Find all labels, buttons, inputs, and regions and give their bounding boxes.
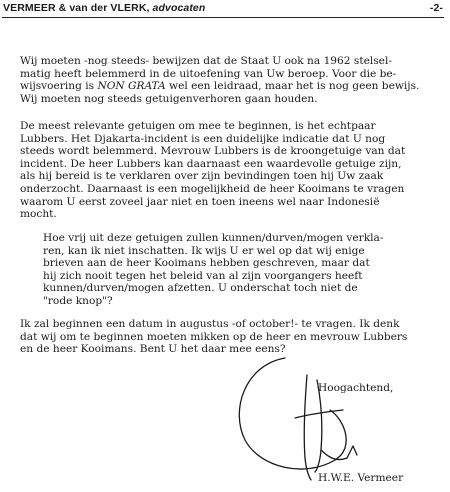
firm-name-text: VERMEER & van der VLERK, — [3, 2, 150, 14]
paragraph-line: mocht. — [20, 208, 57, 221]
paragraph-line: hij zich nooit tegen het beleid van al zijn voorgangers heeft — [43, 269, 363, 282]
paragraph-line: Hoe vrij uit deze getuigen zullen kunnen/durven/mogen verkla- — [43, 232, 384, 244]
firm-suffix: advocaten — [152, 2, 206, 14]
letterhead — [3, 2, 443, 16]
paragraph-line: incident. De heer Lubbers kan daarnaast een waardevolle getuige zijn, — [20, 157, 402, 170]
paragraph-line: en de heer Kooimans. Bent U het daar mee eens? — [20, 343, 286, 356]
paragraph-line: steeds wordt belemmerd. Mevrouw Lubbers is de kroongetuige van dat — [20, 145, 406, 158]
paragraph-line: waarom U eerst zoveel jaar niet en toen ineens wel naar Indonesië — [20, 195, 380, 208]
header-divider — [2, 17, 444, 18]
paragraph-line: De meest relevante getuigen om mee te beginnen, is het echtpaar — [20, 120, 376, 132]
handwritten-signature — [225, 340, 415, 485]
paragraph-line: Ik zal beginnen een datum in augustus -of october!- te vragen. Ik denk — [20, 318, 400, 330]
paragraph-line: kunnen/durven/mogen afzetten. U onderschat toch niet de — [43, 282, 358, 295]
paragraph-line: als hij bereid is te verklaren over zijn bevindingen toen hij Uw zaak — [20, 170, 384, 183]
paragraph-line: "rode knop"? — [43, 294, 113, 307]
page-number: -2- — [429, 2, 443, 14]
paragraph-2 — [20, 120, 434, 221]
paragraph-line: brieven aan de heer Kooimans hebben geschreven, maar dat — [43, 257, 370, 270]
paragraph-line: Wij moeten -nog steeds- bewijzen dat de Staat U ook na 1962 stelsel- — [20, 55, 392, 67]
paragraph-line: dat wij om te beginnen moeten mikken op de heer en mevrouw Lubbers — [20, 330, 408, 343]
paragraph-line: matig heeft belemmerd in de uitoefening van Uw beroep. Voor die be- — [20, 67, 397, 80]
non-grata-title: NON GRATA — [97, 80, 166, 93]
paragraph-1 — [20, 55, 434, 105]
signatory-name: H.W.E. Vermeer — [318, 472, 404, 484]
indented-paragraph — [43, 232, 415, 308]
closing-greeting: Hoogachtend, — [318, 382, 394, 394]
paragraph-line: onderzocht. Daarnaast is een mogelijkheid de heer Kooimans te vragen — [20, 182, 405, 195]
paragraph-line: wijsvoering is NON GRATA wel een leidraad, maar het is nog geen bewijs. — [20, 80, 420, 93]
paragraph-line: Wij moeten nog steeds getuigenverhoren gaan houden. — [20, 92, 318, 105]
paragraph-line: Lubbers. Het Djakarta-incident is een duidelijke indicatie dat U nog — [20, 132, 386, 145]
firm-name — [3, 2, 205, 14]
paragraph-line: ren, kan ik niet inschatten. Ik wijs U er wel op dat wij enige — [43, 244, 365, 257]
